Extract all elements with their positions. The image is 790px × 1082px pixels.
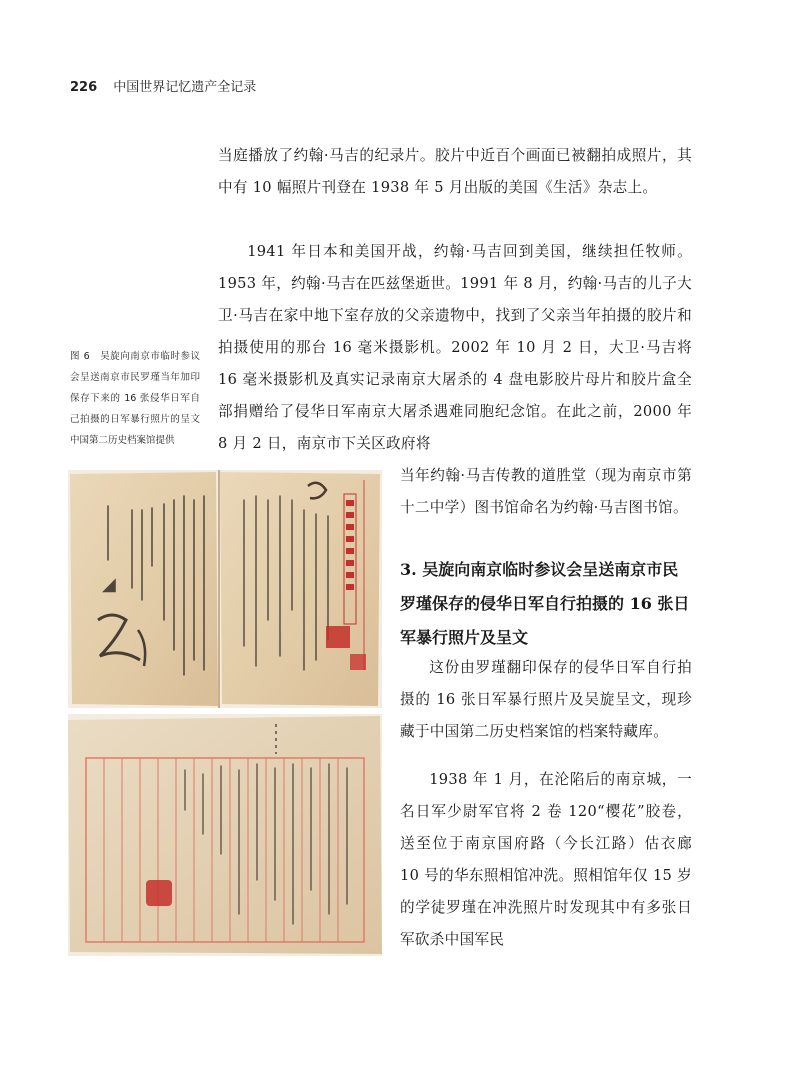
paragraph-2: 1941 年日本和美国开战，约翰·马吉回到美国，继续担任牧师。1953 年，约翰·马吉在匹兹堡逝世。1991 年 8 月，约翰·马吉的儿子大卫·马吉在家中地下室存放的父亲遗物中，找到了父亲当年拍摄的胶片和拍摄使用的那台 16 毫米摄影机。2002 年 10 月 2 日，大卫·马吉将 16 毫米摄影机及真实记录南京大屠杀的 4 盘电影胶片母片和胶片盒全部捐赠给了侵华日军南京大屠杀遇难同胞纪念馆。在此之前，2000 年 8 月 2 日，南京市下关区政府将 [218,243,692,452]
paragraph-1: 当庭播放了约翰·马吉的纪录片。胶片中近百个画面已被翻拍成照片，其中有 10 幅照片刊登在 1938 年 5 月出版的美国《生活》杂志上。 [218,147,692,196]
paragraph-2-continued: 当年约翰·马吉传教的道胜堂（现为南京市第十二中学）图书馆命名为约翰·马吉图书馆。 [400,467,692,516]
paragraph-3: 这份由罗瑾翻印保存的侵华日军自行拍摄的 16 张日军暴行照片及吴旋呈文，现珍藏于中国第二历史档案馆的档案特藏库。 [400,659,692,740]
page-number: 226 [70,80,98,95]
paragraph-4: 1938 年 1 月，在沦陷后的南京城，一名日军少尉军官将 2 卷 120“樱花”胶卷，送至位于南京国府路（今长江路）估衣廊 10 号的华东照相馆冲洗。照相馆年仅 15 岁的学徒罗瑾在冲洗照片时发现其中有多张日军砍杀中国军民 [400,771,692,948]
running-header [70,76,256,95]
section-heading: 3. 吴旋向南京临时参议会呈送南京市民罗瑾保存的侵华日军自行拍摄的 16 张日军暴行照片及呈文 [400,560,690,647]
book-title: 中国世界记忆遗产全记录 [113,80,257,95]
svg-text:◢: ◢ [102,574,116,595]
archival-document-image-2 [68,714,382,956]
archival-document-image-1 [68,470,382,708]
figure-caption: 图 6 吴旋向南京市临时参议会呈送南京市民罗瑾当年加印保存下来的 16 张侵华日军自己拍摄的日军暴行照片的呈文 中国第二历史档案馆提供 [70,351,210,446]
